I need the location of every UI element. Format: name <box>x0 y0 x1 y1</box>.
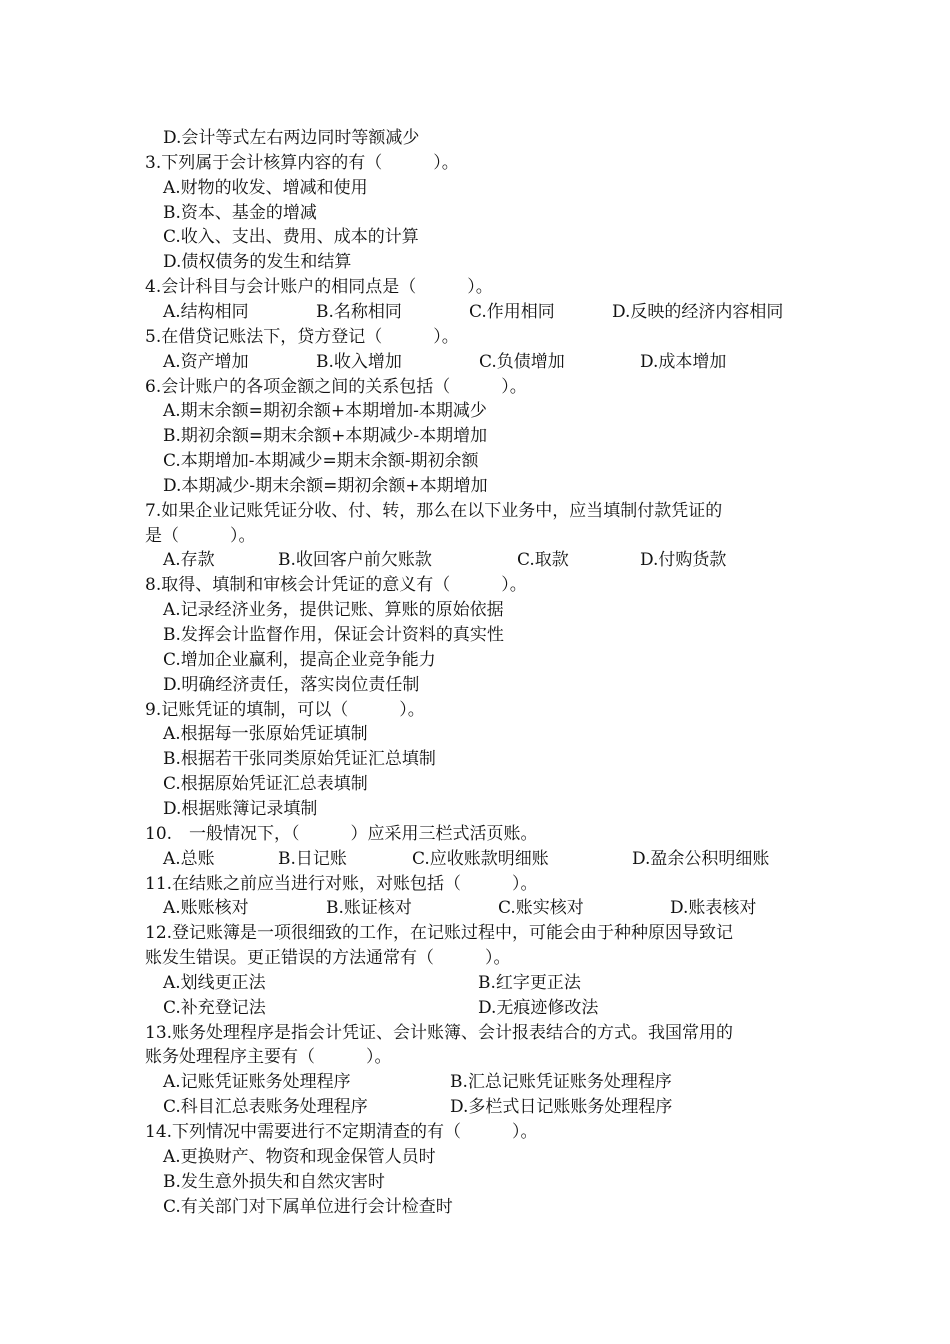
option-text: C.有关部门对下属单位进行会计检查时 <box>163 1196 453 1217</box>
option-text: B.收入增加 <box>316 351 402 372</box>
option-text: D.债权债务的发生和结算 <box>163 252 352 273</box>
option-text: D.多栏式日记账账务处理程序 <box>450 1097 673 1118</box>
option-text: C.负债增加 <box>479 351 565 372</box>
option-text: D.会计等式左右两边同时等额减少 <box>163 128 420 148</box>
option-text: B.名称相同 <box>316 301 402 322</box>
option-text: B.期初余额=期末余额+本期减少-本期增加 <box>163 426 488 447</box>
option-text: D.反映的经济内容相同 <box>612 301 784 322</box>
option-text: B.汇总记账凭证账务处理程序 <box>450 1072 672 1093</box>
option-text: A.记录经济业务，提供记账、算账的原始依据 <box>163 600 504 621</box>
question-text: 5.在借贷记账法下，贷方登记（ ）。 <box>145 326 459 347</box>
option-text: A.根据每一张原始凭证填制 <box>163 724 368 745</box>
question-text: 10. 一般情况下，（ ）应采用三栏式活页账。 <box>145 823 538 844</box>
option-text: D.根据账簿记录填制 <box>163 798 318 819</box>
option-text: A.记账凭证账务处理程序 <box>163 1072 351 1093</box>
question-text: 6.会计账户的各项金额之间的关系包括（ ）。 <box>145 376 527 397</box>
question-text: 13.账务处理程序是指会计凭证、会计账簿、会计报表结合的方式。我国常用的 <box>145 1022 734 1043</box>
question-text: 9.记账凭证的填制，可以（ ）。 <box>145 699 425 720</box>
option-text: D.本期减少-期末余额=期初余额+本期增加 <box>163 475 488 496</box>
option-text: C.收入、支出、费用、成本的计算 <box>163 227 419 248</box>
option-text: D.账表核对 <box>670 898 757 919</box>
option-text: B.收回客户前欠账款 <box>278 550 432 571</box>
option-text: A.更换财产、物资和现金保管人员时 <box>163 1146 436 1167</box>
option-text: B.根据若干张同类原始凭证汇总填制 <box>163 749 436 770</box>
option-text: B.发生意外损失和自然灾害时 <box>163 1171 385 1192</box>
option-text: D.成本增加 <box>640 351 727 372</box>
option-text: A.资产增加 <box>163 351 249 372</box>
option-text: B.红字更正法 <box>478 972 581 993</box>
option-text: A.期末余额=期初余额+本期增加-本期减少 <box>163 401 487 422</box>
option-text: B.发挥会计监督作用，保证会计资料的真实性 <box>163 625 504 645</box>
question-text: 账务处理程序主要有（ ）。 <box>145 1047 392 1068</box>
option-text: C.作用相同 <box>469 301 555 322</box>
option-text: B.日记账 <box>278 848 347 869</box>
option-text: D.付购货款 <box>640 550 727 571</box>
question-text: 4.会计科目与会计账户的相同点是（ ）。 <box>145 277 493 298</box>
option-text: D.无痕迹修改法 <box>478 997 599 1018</box>
option-text: C.账实核对 <box>498 898 584 919</box>
option-text: B.资本、基金的增减 <box>163 202 317 223</box>
option-text: C.增加企业赢利，提高企业竞争能力 <box>163 649 436 670</box>
option-text: A.账账核对 <box>163 898 249 919</box>
option-text: C.科目汇总表账务处理程序 <box>163 1097 368 1118</box>
question-text: 14.下列情况中需要进行不定期清查的有（ ）。 <box>145 1122 538 1142</box>
option-text: B.账证核对 <box>326 898 412 919</box>
option-text: D.盈余公积明细账 <box>632 848 770 869</box>
option-text: A.存款 <box>163 550 215 571</box>
question-text: 7.如果企业记账凭证分收、付、转，那么在以下业务中，应当填制付款凭证的 <box>145 500 723 521</box>
option-text: C.补充登记法 <box>163 997 266 1018</box>
option-text: C.取款 <box>517 550 569 571</box>
option-text: A.总账 <box>163 848 215 869</box>
question-text: 账发生错误。更正错误的方法通常有（ ）。 <box>145 948 511 969</box>
question-text: 3.下列属于会计核算内容的有（ ）。 <box>145 152 459 173</box>
option-text: A.结构相同 <box>163 301 249 322</box>
option-text: C.本期增加-本期减少=期末余额-期初余额 <box>163 451 479 472</box>
question-text: 是（ ）。 <box>145 525 256 546</box>
question-text: 12.登记账簿是一项很细致的工作，在记账过程中，可能会由于种种原因导致记 <box>145 923 734 944</box>
option-text: D.明确经济责任，落实岗位责任制 <box>163 674 420 695</box>
option-text: C.根据原始凭证汇总表填制 <box>163 774 368 795</box>
question-text: 8.取得、填制和审核会计凭证的意义有（ ）。 <box>145 575 527 596</box>
option-text: A.划线更正法 <box>163 972 266 993</box>
option-text: A.财物的收发、增减和使用 <box>163 177 368 198</box>
option-text: C.应收账款明细账 <box>412 848 549 869</box>
question-text: 11.在结账之前应当进行对账，对账包括（ ）。 <box>145 873 538 894</box>
